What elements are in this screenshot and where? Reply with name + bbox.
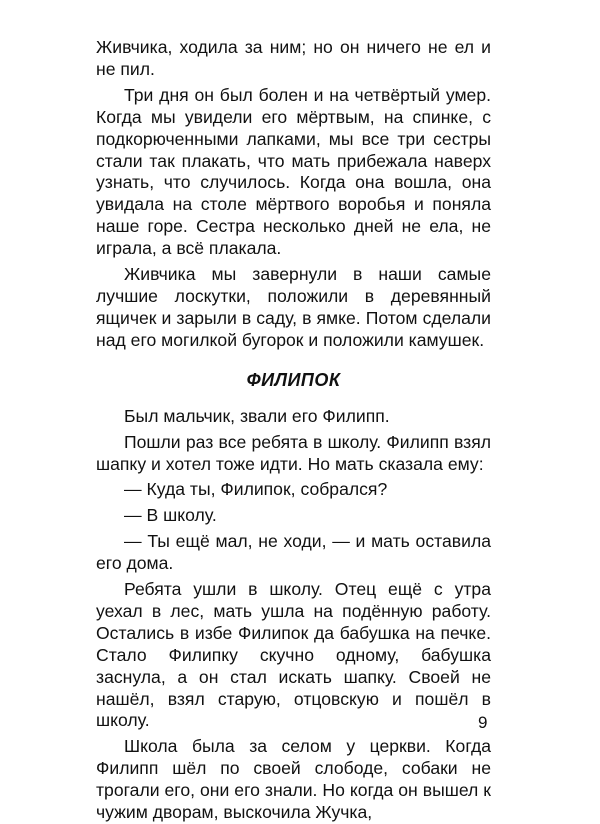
- story-title: ФИЛИПОК: [246, 369, 341, 390]
- paragraph: Живчика, ходила за ним; но он ничего не ел и не пил.: [96, 37, 491, 79]
- page-text: [96, 37, 491, 824]
- dialogue-line: — Куда ты, Филипок, собрался?: [124, 479, 388, 500]
- dialogue-line: — Ты ещё мал, не ходи, — и мать оставила его дома.: [96, 531, 491, 574]
- paragraph: Пошли раз все ребята в школу. Филипп взял шапку и хотел тоже идти. Но мать сказала ему:: [96, 431, 491, 474]
- paragraph: Школа была за селом у церкви. Когда Филипп шёл по своей слободе, собаки не трогали его, они его знали. Но когда он вышел к чужим дворам, выскочила Жучка,: [96, 736, 491, 823]
- dialogue-line: — В школу.: [124, 505, 217, 526]
- paragraph: Живчика мы завернули в наши самые лучшие лоскутки, положили в деревянный ящичек и зарыли в саду, в ямке. Потом сделали над его могилкой бугорок и положили камушек.: [96, 264, 491, 350]
- paragraph: Был мальчик, звали его Филипп.: [124, 405, 390, 426]
- paragraph: Три дня он был болен и на четвёртый умер. Когда мы увидели его мёртвым, на спинке, с подкорюченными лапками, мы все три сестры стали так плакать, что мать прибежала наверх узнать, что случилось. Когда она вошла, она увидала на столе мёртвого воробья и поняла наше горе. Сестра несколько дней не ела, не играла, а всё плакала.: [96, 84, 491, 259]
- paragraph: Ребята ушли в школу. Отец ещё с утра уехал в лес, мать ушла на подённую работу. Остались в избе Филипок да бабушка на печке. Стало Филипку скучно одному, бабушка заснула, а он стал искать шапку. Своей не нашёл, взял старую, отцовскую и пошёл в школу.: [96, 579, 491, 731]
- page-number: 9: [478, 713, 488, 732]
